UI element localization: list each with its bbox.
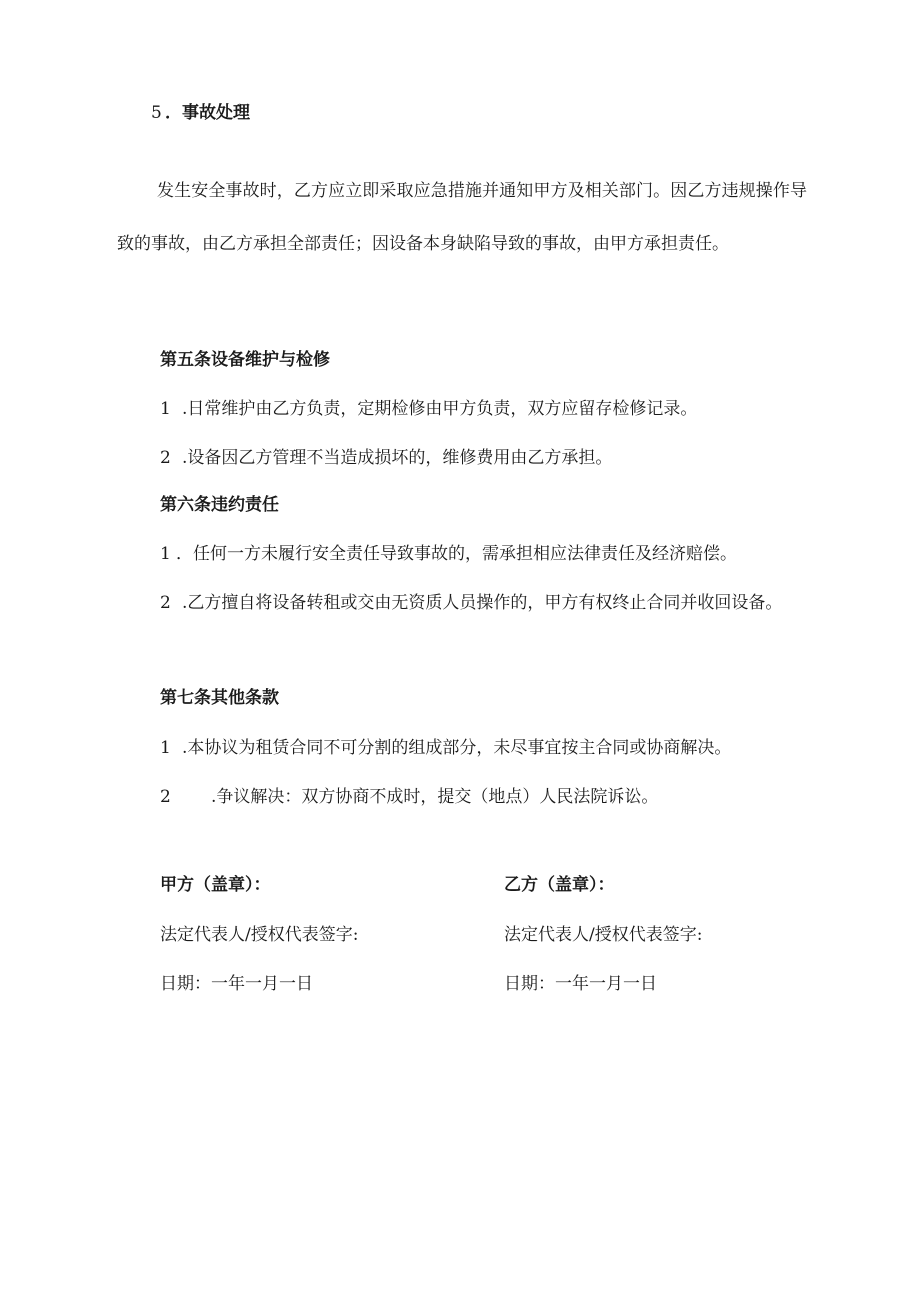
item-text: .设备因乙方管理不当造成损坏的，维修费用由乙方承担。 <box>182 448 613 468</box>
item-number: 2 <box>160 593 171 613</box>
article-6-title: 第六条违约责任 <box>160 495 279 515</box>
item-number: 1 <box>160 399 171 419</box>
section-5-paragraph: 发生安全事故时，乙方应立即采取应急措施并通知甲方及相关部门。因乙方违规操作导致的事故，由乙方承担全部责任；因设备本身缺陷导致的事故，由甲方承担责任。 <box>117 181 807 254</box>
item-number: 1 <box>160 544 171 564</box>
item-text: .日常维护由乙方负责，定期检修由甲方负责，双方应留存检修记录。 <box>182 399 698 419</box>
article-7-item-2 <box>160 786 658 808</box>
party-b-label: 乙方（盖章）： <box>504 875 615 895</box>
section-5-heading <box>151 102 250 124</box>
item-text: ．任何一方未履行安全责任导致事故的，需承担相应法律责任及经济赔偿。 <box>176 544 737 564</box>
article-6-item-1 <box>160 543 737 565</box>
article-7-item-1 <box>160 737 731 759</box>
article-5-item-2 <box>160 447 612 469</box>
party-a-rep-signature: 法定代表人/授权代表签字: <box>160 925 359 945</box>
item-text: .本协议为租赁合同不可分割的组成部分，未尽事宜按主合同或协商解决。 <box>182 738 732 758</box>
item-number: 1 <box>160 738 171 758</box>
item-text: .争议解决：双方协商不成时，提交（地点）人民法院诉讼。 <box>211 787 659 807</box>
party-b-rep-signature: 法定代表人/授权代表签字: <box>504 925 703 945</box>
item-text: .乙方擅自将设备转租或交由无资质人员操作的，甲方有权终止合同并收回设备。 <box>182 593 783 613</box>
party-a-label: 甲方（盖章）： <box>160 875 271 895</box>
article-5-item-1 <box>160 398 697 420</box>
article-5-title: 第五条设备维护与检修 <box>160 350 330 370</box>
section-title: ．事故处理 <box>165 103 250 123</box>
article-7-title: 第七条其他条款 <box>160 688 279 708</box>
item-number: 2 <box>160 787 171 807</box>
article-6-item-2 <box>117 577 807 630</box>
item-number: 2 <box>160 448 171 468</box>
party-a-date: 日期：一年一月一日 <box>160 974 313 994</box>
party-b-date: 日期：一年一月一日 <box>504 974 657 994</box>
section-number: 5 <box>151 103 162 123</box>
